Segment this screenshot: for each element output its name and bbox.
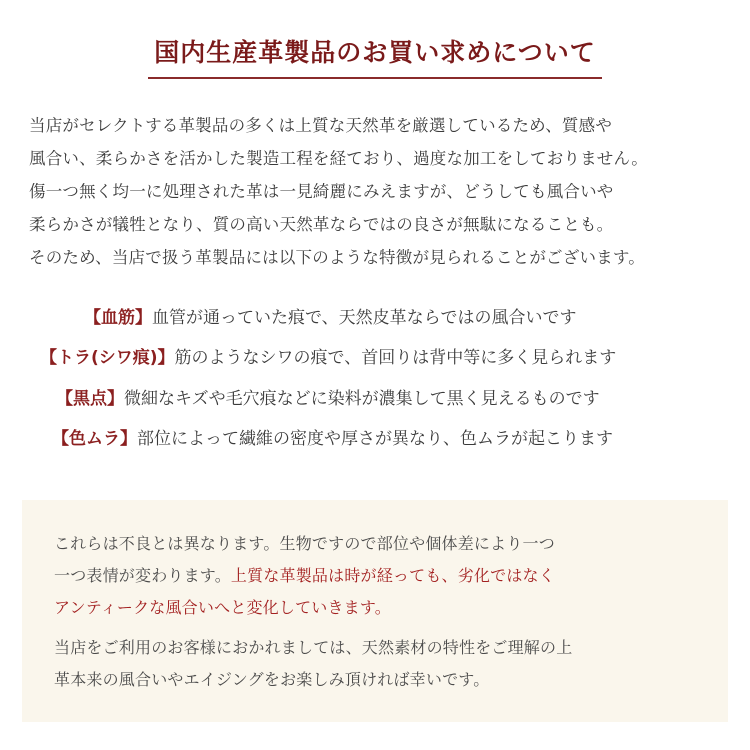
note-line-5: 革本来の風合いやエイジングをお楽しみ頂ければ幸いです。: [54, 670, 490, 689]
title-block: [26, 38, 724, 79]
note-line-2-emphasis: 上質な革製品は時が経っても、劣化ではなく: [230, 566, 555, 585]
note-line-2-text: 一つ表情が変わります。: [54, 566, 231, 585]
feature-tag: 【黒点】: [56, 388, 124, 409]
feature-description: 微細なキズや毛穴痕などに染料が濃集して黒く見えるものです: [124, 388, 600, 409]
note-line-4: 当店をご利用のお客様におかれましては、天然素材の特性をご理解の上: [54, 638, 573, 657]
feature-item-kokuten: [26, 379, 724, 419]
note-line-3-emphasis: アンティークな風合いへと変化していきます。: [54, 598, 392, 617]
intro-line-4: 柔らかさが犠牲となり、質の高い天然革ならではの良さが無駄になることも。: [29, 215, 614, 234]
feature-item-tora: [26, 338, 724, 378]
intro-line-5: そのため、当店で扱う革製品には以下のような特徴が見られることがございます。: [29, 248, 645, 267]
intro-line-3: 傷一つ無く均一に処理された革は一見綺麗にみえますが、どうしても風合いや: [29, 182, 614, 201]
feature-item-iromura: [26, 419, 724, 459]
feature-tag: 【トラ(シワ痕)】: [40, 348, 175, 369]
feature-item-chisuji: [26, 298, 724, 338]
note-line-2: [54, 560, 698, 592]
feature-list: [26, 298, 724, 459]
note-spacer: [54, 624, 698, 632]
note-line-1: これらは不良とは異なります。生物ですので部位や個体差により一つ: [54, 534, 555, 553]
feature-description: 血管が通っていた痕で、天然皮革ならではの風合いです: [152, 308, 577, 328]
feature-tag: 【色ムラ】: [52, 429, 137, 450]
feature-description: 部位によって繊維の密度や厚さが異なり、色ムラが起こります: [137, 429, 613, 450]
page-title: 国内生産革製品のお買い求めについて: [148, 38, 602, 79]
intro-paragraph: [26, 109, 724, 274]
intro-line-1: 当店がセレクトする革製品の多くは上質な天然革を厳選しているため、質感や: [29, 116, 613, 135]
intro-line-2: 風合い、柔らかさを活かした製造工程を経ており、過度な加工をしておりません。: [29, 149, 648, 168]
feature-description: 筋のようなシワの痕で、首回りは背中等に多く見られます: [174, 348, 617, 369]
closing-note-box: [22, 500, 728, 722]
feature-tag: 【血筋】: [84, 308, 152, 328]
